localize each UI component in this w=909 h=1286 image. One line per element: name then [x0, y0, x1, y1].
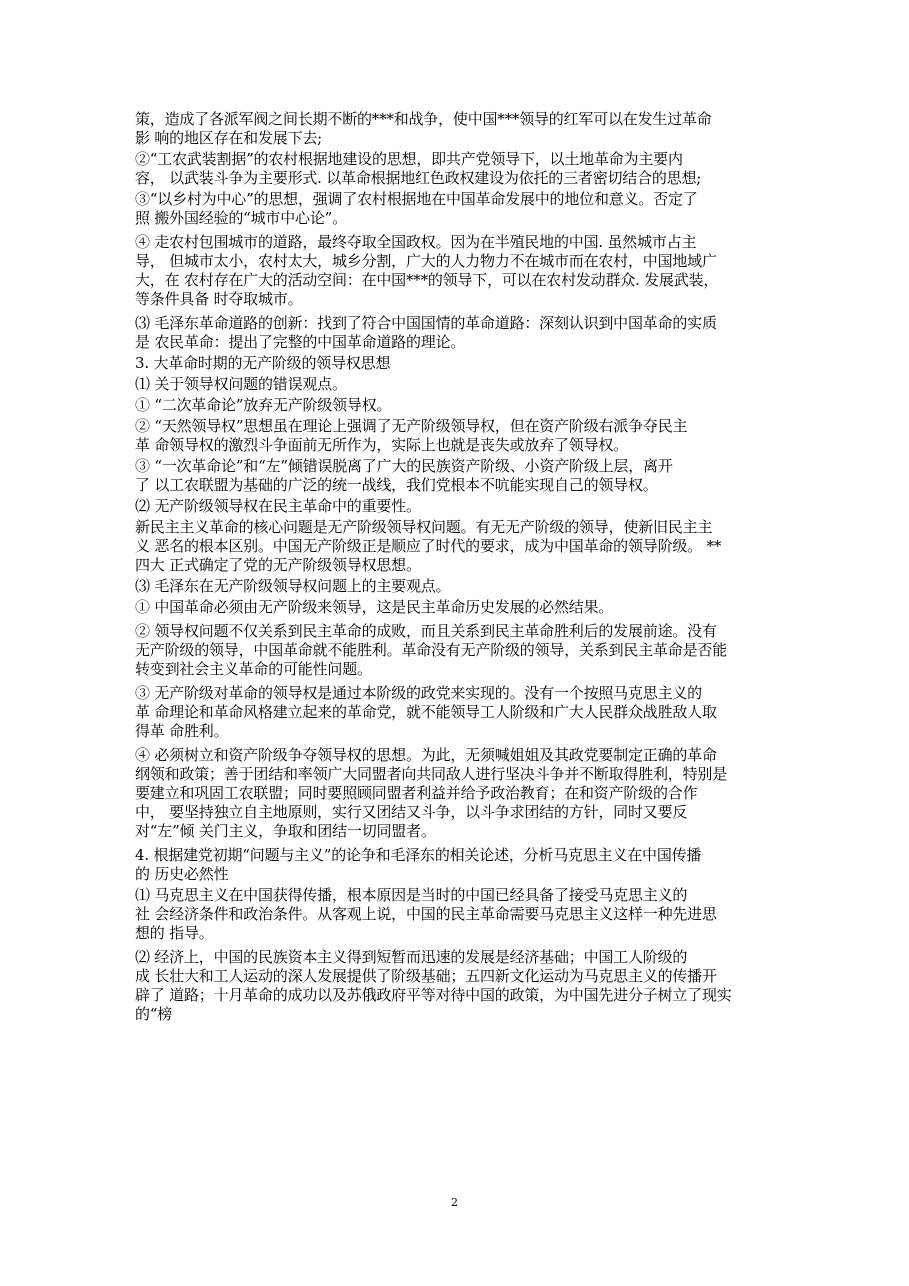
text-line: ④ 走农村包围城市的道路，最终夺取全国政权。因为在半殖民地的中国. 虽然城市占主 — [135, 233, 697, 251]
text-line: 成 长壮大和工人运动的深人发展提供了阶级基础；五四新文化运动为马克思主义的传播开 — [135, 967, 717, 985]
text-line: 等条件具备 时夺取城市。 — [135, 290, 303, 308]
section-heading: 的 历史必然性 — [135, 865, 229, 883]
text-line: 新民主主义革命的核心问题是无产阶级领导权问题。有无无产阶级的领导，使新旧民主主 — [135, 518, 713, 536]
text-line: 要建立和巩固工农联盟；同时要照顾同盟者利益并给予政治教育；在和资产阶级的合作 — [135, 784, 698, 802]
text-line: ⑶ 毛泽东革命道路的创新：找到了符合中国国情的革命道路：深刻认识到中国革命的实质 — [135, 314, 717, 332]
page-number: 2 — [451, 1196, 458, 1209]
text-line: ③ “一次革命论”和“左”倾错误脱离了广大的民族资产阶级、小资产阶级上层，离开 — [135, 457, 673, 475]
text-line: ① “二次革命论”放弃无产阶级领导权。 — [135, 396, 392, 414]
text-line: 想的 指导。 — [135, 924, 214, 942]
section-heading: 3. 大革命时期的无产阶级的领导权思想 — [135, 354, 391, 372]
text-line: ④ 必须树立和资产阶级争夺领导权的思想。为此，无须喊姐姐及其政党要制定正确的革命 — [135, 746, 717, 764]
text-line: 纲领和政策；善于团结和率领广大同盟者向共同敌人进行坚决斗争并不断取得胜利，特别是 — [135, 765, 728, 783]
text-line: 是 农民革命：提出了完整的中国革命道路的理论。 — [135, 333, 466, 351]
text-line: 革 命领导权的激烈斗争面前无所作为，实际上也就是丧失或放弃了领导权。 — [135, 436, 628, 454]
text-line: 社 会经济条件和政治条件。从客观上说，中国的民主革命需要马克思主义这样一种先进思 — [135, 905, 717, 923]
text-line: ② 领导权问题不仅关系到民主革命的成败，而且关系到民主革命胜利后的发展前途。没有 — [135, 622, 717, 640]
text-line: ② “天然领导权”思想虽在理论上强调了无产阶级领导权，但在资产阶级右派争夺民主 — [135, 417, 688, 435]
text-line: 无产阶级的领导，中国革命就不能胜利。革命没有无产阶级的领导，关系到民主革命是否能 — [135, 641, 728, 659]
text-line: ⑴ 马克思主义在中国获得传播，根本原因是当时的中国已经具备了接受马克思主义的 — [135, 886, 688, 904]
text-line: ③“以乡村为中心”的思想，强调了农村根据地在中国革命发展中的地位和意义。否定了 — [135, 190, 698, 208]
text-line: 策，造成了各派军阀之间长期不断的***和战争，使中国***领导的红军可以在发生过革命 — [135, 110, 712, 128]
text-line: 革 命理论和革命风格建立起来的革命党，就不能领导工人阶级和广大人民群众战胜敌人取 — [135, 703, 717, 721]
text-line: ③ 无产阶级对革命的领导权是通过本阶级的政党来实现的。没有一个按照马克思主义的 — [135, 684, 702, 702]
text-line: 的“榜 — [135, 1005, 173, 1023]
text-line: 导， 但城市太小，农村太大，城乡分割，广大的人力物力不在城市而在农村，中国地域广 — [135, 252, 717, 270]
document-body — [135, 110, 775, 1024]
text-line: 了 以工农联盟为基础的广泛的统一战线，我们党根本不吭能实现自己的领导权。 — [135, 476, 658, 494]
subsection-heading: ⑵ 无产阶级领导权在民主革命中的重要性。 — [135, 497, 421, 515]
text-line: ⑵ 经济上，中国的民族资本主义得到短暂而迅速的发展是经济基础；中国工人阶级的 — [135, 948, 688, 966]
text-line: 得革 命胜利。 — [135, 722, 229, 740]
text-line: 容， 以武装斗争为主要形式. 以革命根据地红色政权建设为依托的三者密切结合的思想; — [135, 169, 702, 187]
text-line: 义 恶名的根本区别。中国无产阶级正是顺应了时代的要求，成为中国革命的领导阶级。 ** — [135, 537, 722, 555]
text-line: 中， 要坚持独立自主地原则，实行又团结又斗争，以斗争求团结的方针，同时又要反 — [135, 803, 688, 821]
text-line: 对“左”倾 关门主义，争取和团结一切同盟者。 — [135, 822, 436, 840]
text-line: 照 搬外国经验的“城市中心论”。 — [135, 209, 347, 227]
text-line: 四大 正式确定了党的无产阶级领导权思想。 — [135, 556, 421, 574]
text-line: 影 响的地区存在和发展下去; — [135, 129, 323, 147]
text-line: ① 中国革命必须由无产阶级来领导，这是民主革命历史发展的必然结果。 — [135, 598, 614, 616]
section-heading: 4. 根据建党初期“问题与主义”的论争和毛泽东的相关论述，分析马克思主义在中国传播 — [135, 846, 702, 864]
subsection-heading: ⑴ 关于领导权问题的错误观点。 — [135, 375, 347, 393]
text-line: 转变到社会主义革命的可能性问题。 — [135, 660, 372, 678]
text-line: 辟了 道路；十月革命的成功以及苏俄政府平等对待中国的政策，为中国先进分子树立了现实 — [135, 986, 732, 1004]
subsection-heading: ⑶ 毛泽东在无产阶级领导权问题上的主要观点。 — [135, 577, 451, 595]
text-line: 大，在 农村存在广大的活动空间：在中国***的领导下，可以在农村发动群众. 发展武装， — [135, 271, 719, 289]
text-line: ②“工农武装割据”的农村根据地建设的思想，即共产党领导下，以土地革命为主要内 — [135, 150, 683, 168]
